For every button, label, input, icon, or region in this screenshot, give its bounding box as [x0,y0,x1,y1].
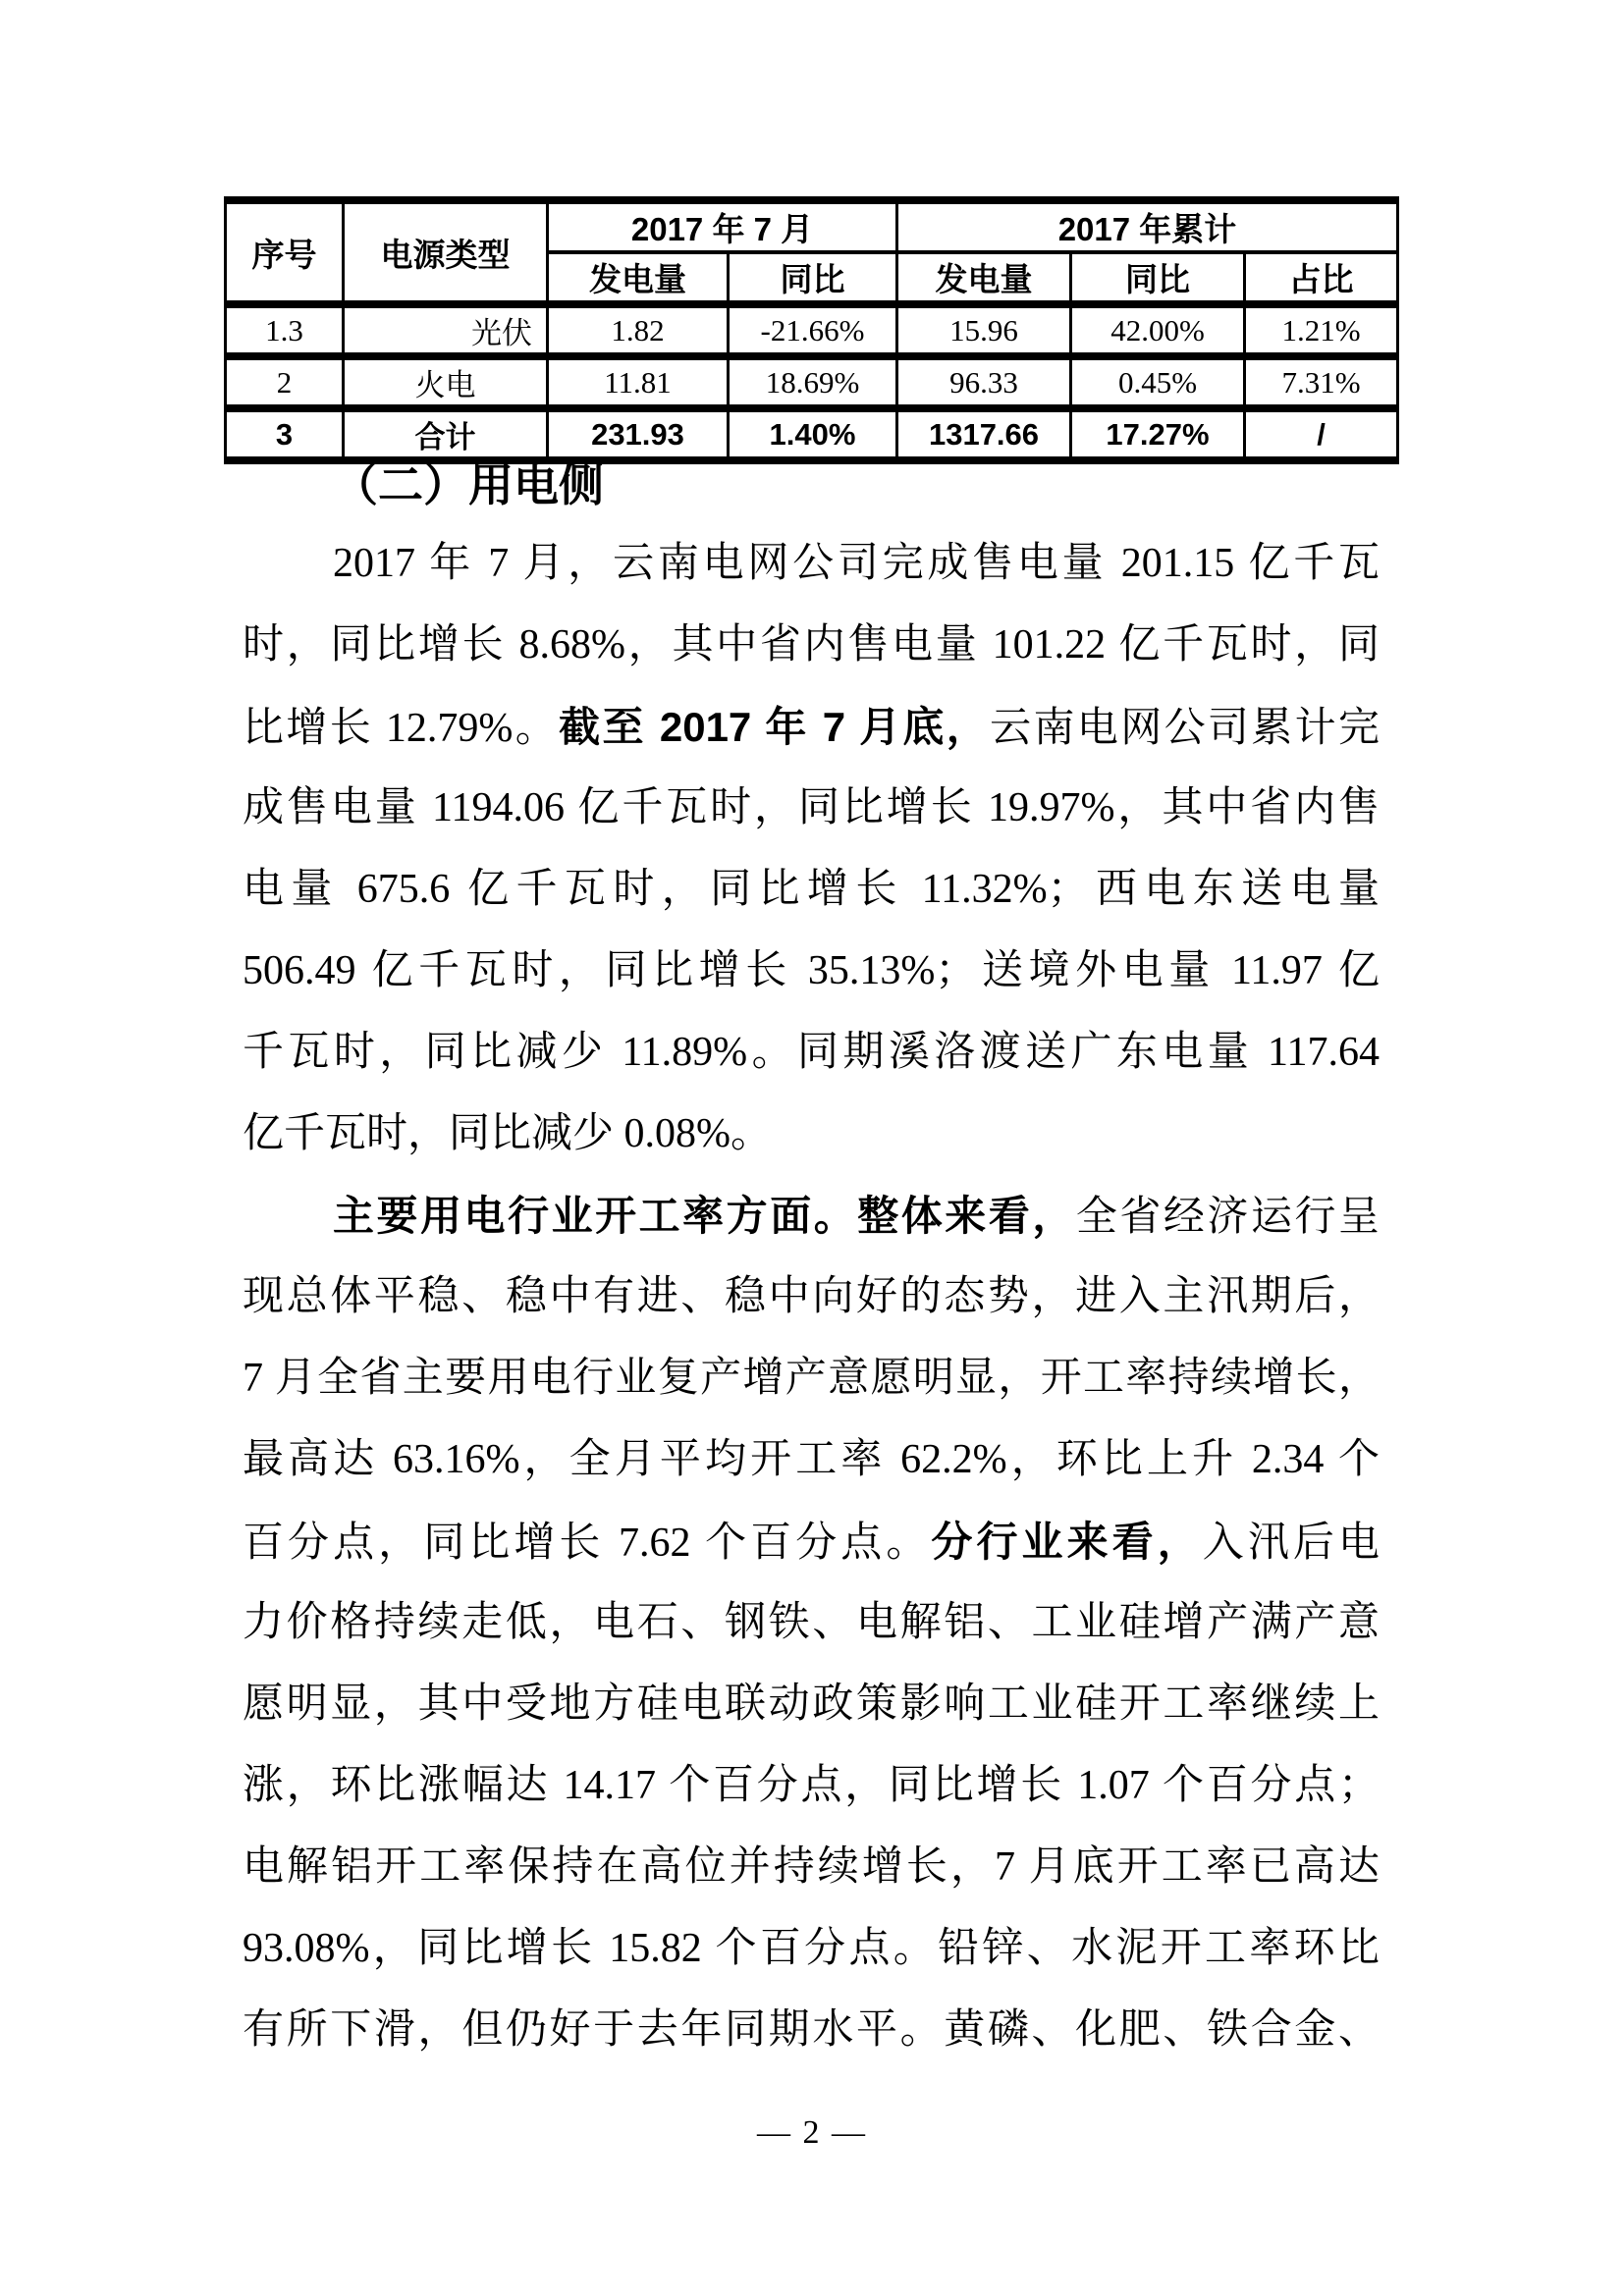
bold-text-segment: 截至 2017 年 7 月底， [559,704,991,750]
cell-type: 光伏 [344,304,548,356]
cell-share: 1.21% [1245,304,1398,356]
text-segment: 2017 年 7 月，云南电网公司完成售电量 201.15 亿千瓦 [333,541,1380,586]
text-segment: 千瓦时，同比减少 11.89%。同期溪洛渡送广东电量 117.64 [243,1030,1380,1075]
body-line [243,931,1380,1012]
table-row [226,356,1398,408]
text-segment: 全省经济运行呈 [1075,1195,1380,1240]
body-line [243,768,1380,849]
text-segment: 成售电量 1194.06 亿千瓦时，同比增长 19.97%，其中省内售 [243,785,1380,830]
header-generation-month: 发电量 [548,252,729,304]
text-segment: 最高达 63.16%，全月平均开工率 62.2%，环比上升 2.34 个 [243,1437,1380,1482]
cell-share: / [1245,408,1398,460]
body-line [243,1990,1380,2071]
body-text [243,523,1380,2071]
text-segment: 比增长 12.79%。 [243,706,560,751]
text-segment: 93.08%，同比增长 15.82 个百分点。铅锌、水泥开工率环比 [243,1926,1380,1971]
body-line [243,1501,1380,1582]
body-line [243,1827,1380,1908]
header-share: 占比 [1245,252,1398,304]
cell-yoy-month: -21.66% [729,304,897,356]
body-line [243,1419,1380,1501]
header-yoy-cumulative: 同比 [1071,252,1245,304]
text-segment: 时，同比增长 8.68%，其中省内售电量 101.22 亿千瓦时，同 [243,622,1380,667]
cell-generation-month: 231.93 [548,408,729,460]
cell-yoy-month: 18.69% [729,356,897,408]
body-line [243,1094,1380,1175]
header-group-cumulative: 2017 年累计 [897,200,1398,252]
table-row [226,304,1398,356]
body-line [243,1175,1380,1256]
text-segment: 现总体平稳、稳中有进、稳中向好的态势，进入主汛期后， [243,1274,1380,1319]
power-generation-table [224,196,1399,464]
text-segment: 电解铝开工率保持在高位并持续增长，7 月底开工率已高达 [243,1844,1380,1890]
cell-yoy-cumulative: 42.00% [1071,304,1245,356]
body-line [243,1745,1380,1827]
cell-share: 7.31% [1245,356,1398,408]
text-segment: 有所下滑，但仍好于去年同期水平。黄磷、化肥、铁合金、 [243,2007,1380,2053]
cell-serial: 1.3 [226,304,344,356]
body-line [243,1582,1380,1664]
body-line [243,1664,1380,1745]
bold-text-segment: 分行业来看， [931,1519,1203,1565]
header-type: 电源类型 [344,200,548,304]
cell-generation-month: 1.82 [548,304,729,356]
cell-generation-month: 11.81 [548,356,729,408]
text-segment: 涨，环比涨幅达 14.17 个百分点，同比增长 1.07 个百分点； [243,1763,1380,1808]
body-line [243,523,1380,605]
text-segment: 云南电网公司累计完 [990,706,1380,751]
cell-yoy-month: 1.40% [729,408,897,460]
body-line [243,849,1380,931]
text-segment: 506.49 亿千瓦时，同比增长 35.13%；送境外电量 11.97 亿 [243,948,1380,993]
cell-yoy-cumulative: 0.45% [1071,356,1245,408]
text-segment: 电量 675.6 亿千瓦时，同比增长 11.32%；西电东送电量 [243,867,1380,912]
table-header [226,200,1398,304]
header-generation-cumulative: 发电量 [897,252,1071,304]
cell-serial: 3 [226,408,344,460]
header-group-month: 2017 年 7 月 [548,200,897,252]
body-line [243,686,1380,768]
text-segment: 力价格持续走低，电石、钢铁、电解铝、工业硅增产满产意 [243,1600,1380,1645]
body-line [243,1012,1380,1094]
body-line [243,605,1380,686]
cell-yoy-cumulative: 17.27% [1071,408,1245,460]
page-number: — 2 — [757,2114,867,2151]
bold-text-segment: 主要用电行业开工率方面。整体来看， [333,1193,1076,1239]
cell-generation-cumulative: 1317.66 [897,408,1071,460]
table-header-group-row [226,200,1398,252]
cell-serial: 2 [226,356,344,408]
header-serial: 序号 [226,200,344,304]
text-segment: 7 月全省主要用电行业复产增产意愿明显，开工率持续增长， [243,1356,1380,1401]
section-heading: （二）用电侧 [333,459,604,510]
cell-generation-cumulative: 96.33 [897,356,1071,408]
text-segment: 百分点，同比增长 7.62 个百分点。 [243,1521,932,1566]
cell-type: 火电 [344,356,548,408]
cell-generation-cumulative: 15.96 [897,304,1071,356]
body-line [243,1256,1380,1338]
cell-type: 合计 [344,408,548,460]
table-body [226,304,1398,460]
text-segment: 入汛后电 [1202,1521,1380,1566]
header-yoy-month: 同比 [729,252,897,304]
text-segment: 愿明显，其中受地方硅电联动政策影响工业硅开工率继续上 [243,1682,1380,1727]
body-line [243,1908,1380,1990]
text-segment: 亿千瓦时，同比减少 0.08%。 [243,1111,772,1156]
body-line [243,1338,1380,1419]
